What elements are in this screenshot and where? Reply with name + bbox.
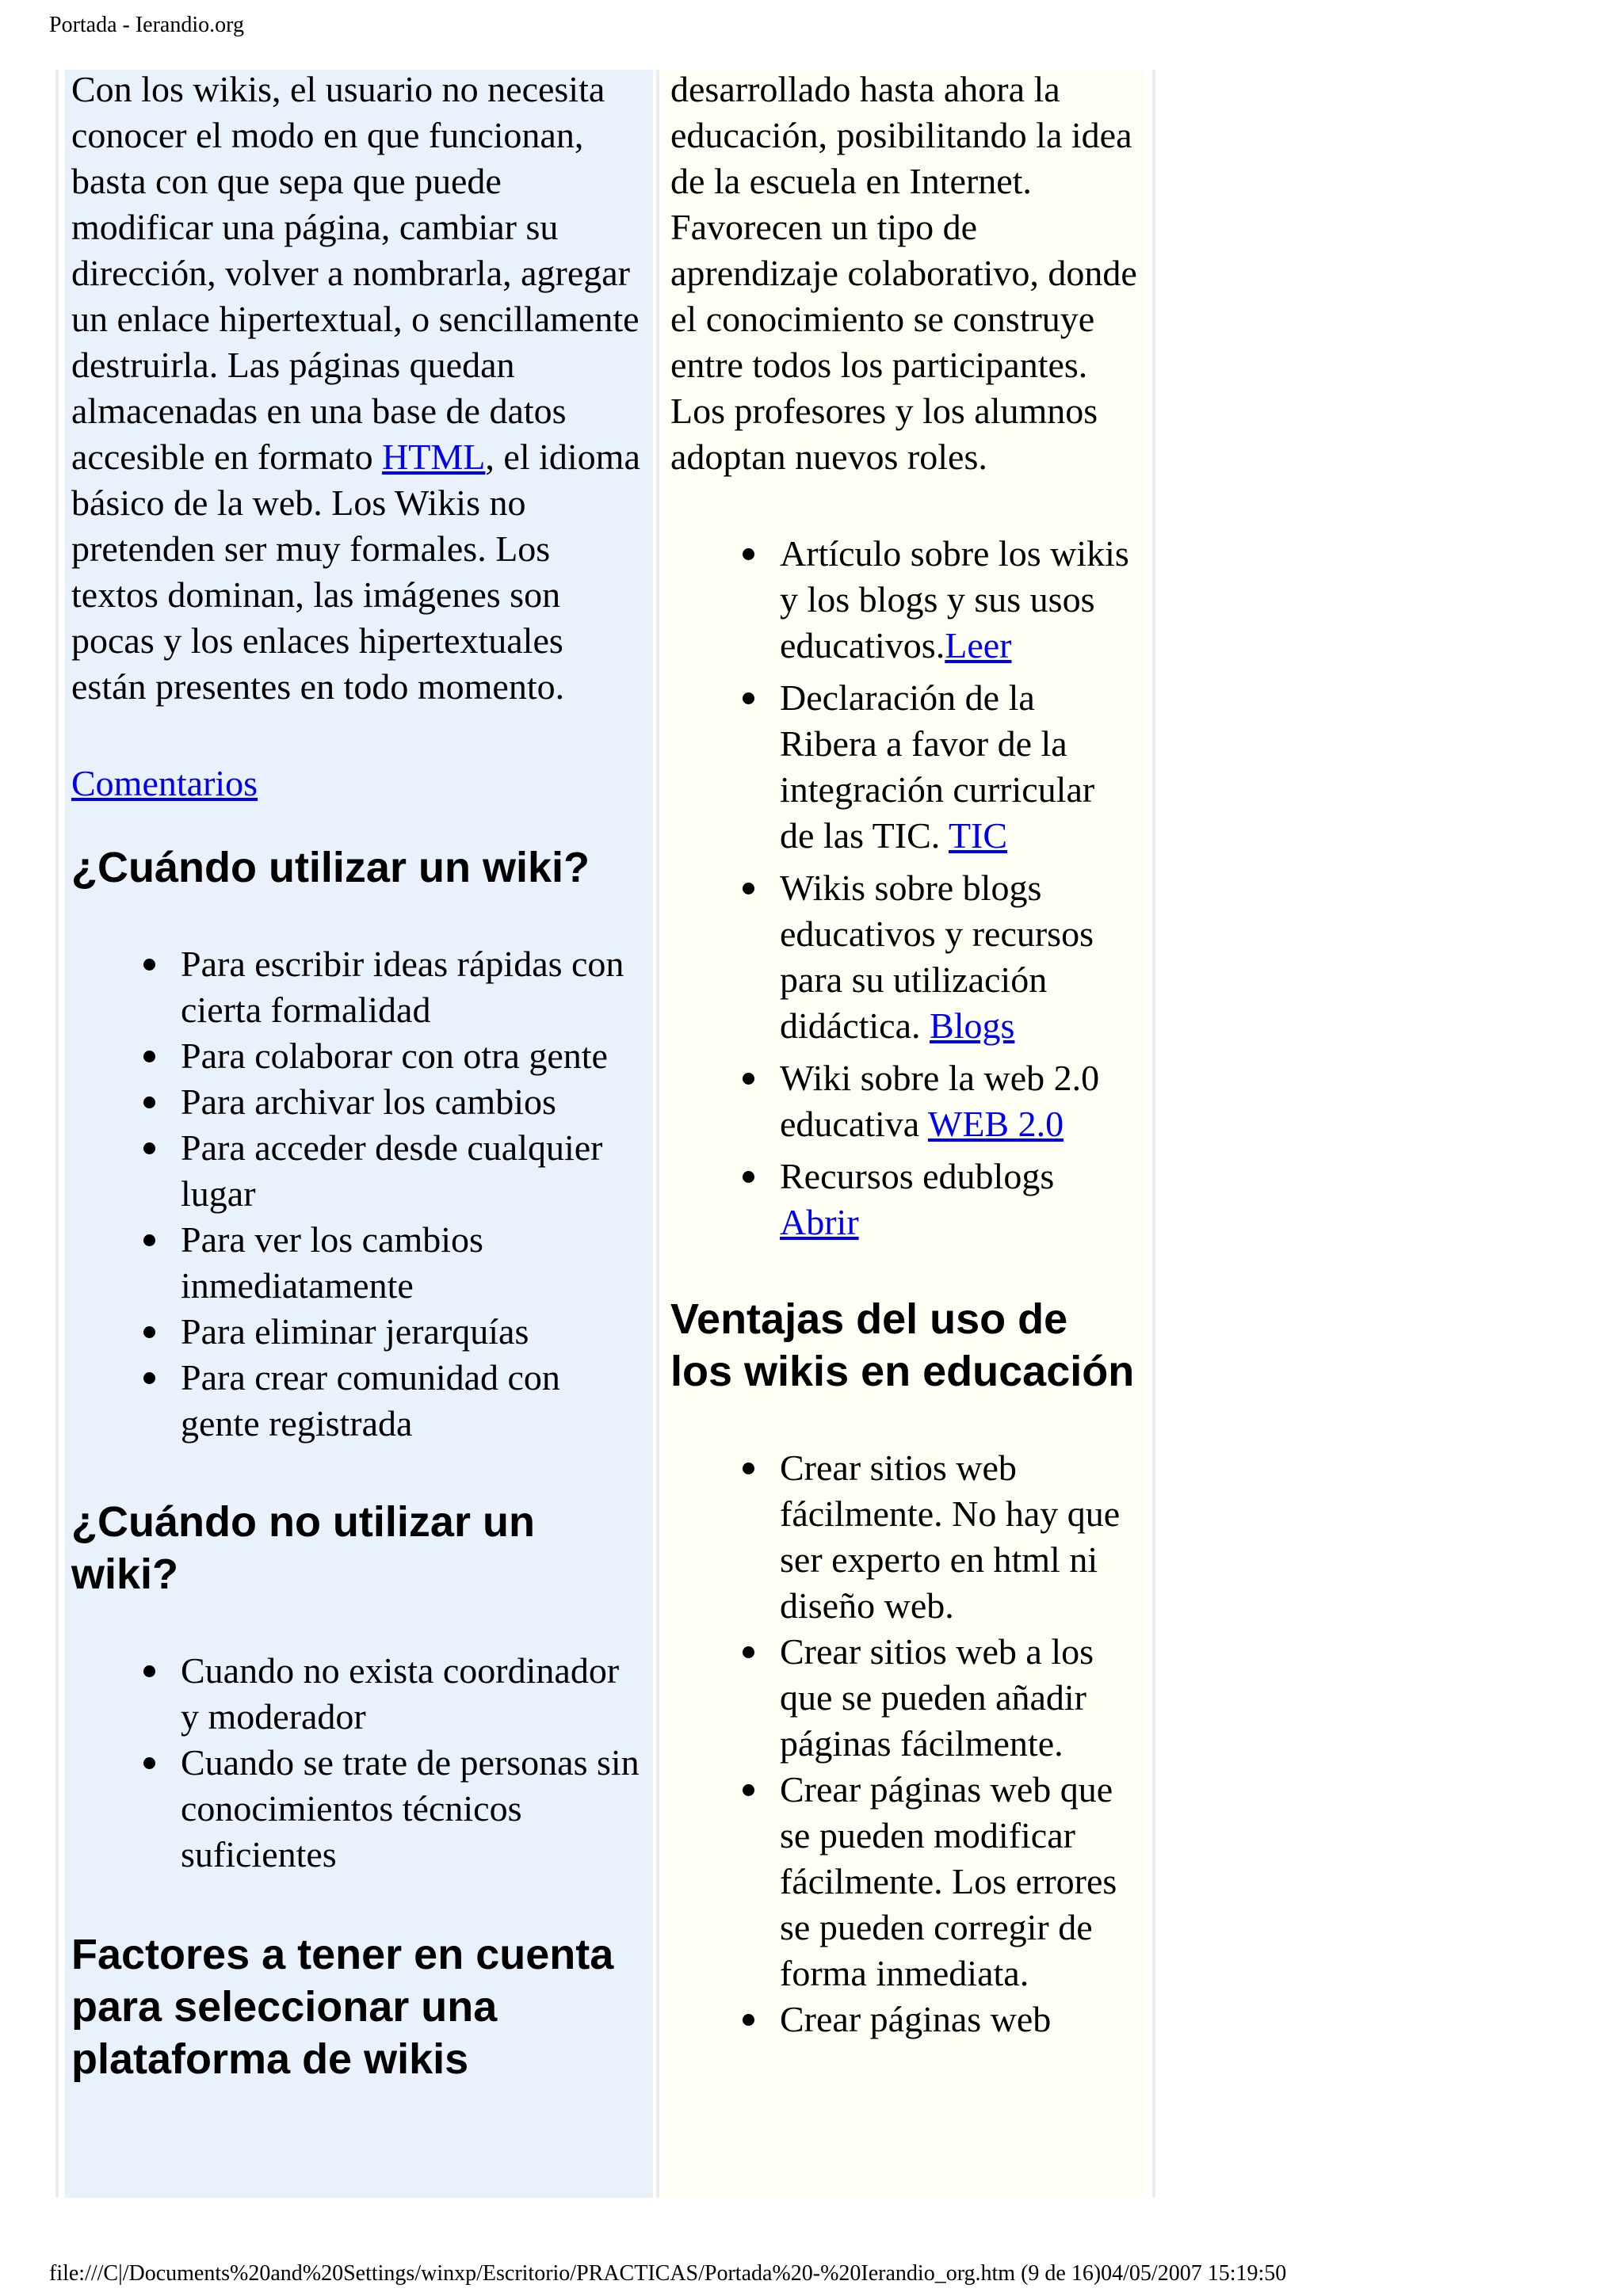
bullet-icon xyxy=(143,1142,155,1154)
wiki-intro-paragraph: Con los wikis, el usuario no necesita conocer el modo en que funcionan, basta con que sepa que puede modificar una página, cambiar su dirección, volver a nombrarla, agregar un enlace hipertextual, o sencillamente destruirla. Las páginas quedan almacenadas en una base de datos accesible en formato HTML, el idioma básico de la web. Los Wikis no pretenden ser muy formales. Los textos dominan, las imágenes son pocas y los enlaces hipertextuales están presentes en todo momento. xyxy=(71,70,640,707)
list-item: Wikis sobre blogs educativos y recursos para su utilización didáctica. Blogs xyxy=(780,865,1138,1049)
column-divider xyxy=(656,70,659,2198)
bullet-icon xyxy=(143,1757,155,1769)
when-not-to-use-heading: ¿Cuándo no utilizar un wiki? xyxy=(71,1498,535,1598)
advantages-heading: Ventajas del uso de los wikis en educación xyxy=(670,1295,1135,1395)
bullet-icon xyxy=(743,883,754,894)
leer-link[interactable]: Leer xyxy=(945,625,1012,666)
when-to-use-list xyxy=(71,941,645,1447)
advantages-list xyxy=(670,1445,1138,2042)
list-item: Para escribir ideas rápidas con cierta formalidad xyxy=(181,941,645,1033)
blogs-link[interactable]: Blogs xyxy=(930,1005,1015,1046)
bullet-icon xyxy=(743,548,754,560)
bullet-icon xyxy=(743,2014,754,2026)
list-item: Para colaborar con otra gente xyxy=(181,1033,645,1079)
abrir-link[interactable]: Abrir xyxy=(780,1202,859,1242)
list-item: Para eliminar jerarquías xyxy=(181,1309,645,1355)
when-to-use-heading: ¿Cuándo utilizar un wiki? xyxy=(71,844,590,891)
list-item: Para acceder desde cualquier lugar xyxy=(181,1125,645,1217)
list-item: Cuando no exista coordinador y moderador xyxy=(181,1648,645,1740)
bullet-icon xyxy=(743,1463,754,1474)
web20-link[interactable]: WEB 2.0 xyxy=(927,1104,1064,1144)
column-divider xyxy=(55,70,59,2198)
browser-print-header: Portada - Ierandio.org xyxy=(49,13,244,37)
bullet-icon xyxy=(143,1051,155,1062)
html-link[interactable]: HTML xyxy=(382,437,486,477)
tic-link[interactable]: TIC xyxy=(948,815,1008,856)
list-item: Declaración de la Ribera a favor de la integración curricular de las TIC. TIC xyxy=(780,675,1138,859)
list-item: Para archivar los cambios xyxy=(181,1079,645,1125)
when-not-to-use-list xyxy=(71,1648,645,1878)
list-item: Artículo sobre los wikis y los blogs y sus usos educativos.Leer xyxy=(780,531,1138,669)
list-item: Crear páginas web que se pueden modificar fácilmente. Los errores se pueden corregir de forma inmediata. xyxy=(780,1767,1138,1997)
bullet-icon xyxy=(743,1646,754,1658)
left-column xyxy=(65,70,653,2198)
bullet-icon xyxy=(743,1784,754,1796)
bullet-icon xyxy=(743,1171,754,1183)
right-column xyxy=(664,70,1144,2198)
bullet-icon xyxy=(743,692,754,704)
bullet-icon xyxy=(143,959,155,971)
list-item: Crear sitios web fácilmente. No hay que ser experto en html ni diseño web. xyxy=(780,1445,1138,1629)
factors-heading: Factores a tener en cuenta para seleccionar una plataforma de wikis xyxy=(71,1931,614,2083)
list-item: Recursos edublogs Abrir xyxy=(780,1154,1138,1245)
list-item: Crear sitios web a los que se pueden añadir páginas fácilmente. xyxy=(780,1629,1138,1767)
resources-list xyxy=(670,531,1138,1245)
comments-paragraph xyxy=(71,761,645,807)
column-divider xyxy=(1152,70,1155,2198)
bullet-icon xyxy=(143,1097,155,1108)
list-item: Wiki sobre la web 2.0 educativa WEB 2.0 xyxy=(780,1055,1138,1147)
bullet-icon xyxy=(143,1372,155,1384)
list-item: Para ver los cambios inmediatamente xyxy=(181,1217,645,1309)
education-intro-paragraph: desarrollado hasta ahora la educación, posibilitando la idea de la escuela en Internet. Favorecen un tipo de aprendizaje colaborativo, donde el conocimiento se construye entre todos los participantes. Los profesores y los alumnos adoptan nuevos roles. xyxy=(670,70,1137,477)
bullet-icon xyxy=(743,1073,754,1085)
bullet-icon xyxy=(143,1326,155,1338)
list-item: Crear páginas web xyxy=(780,1997,1138,2042)
bullet-icon xyxy=(143,1665,155,1677)
browser-print-footer: file:///C|/Documents%20and%20Settings/winxp/Escritorio/PRACTICAS/Portada%20-%20Ierandio_org.htm (9 de 16)04/05/2007 15:19:50 xyxy=(49,2261,1287,2286)
comments-link[interactable]: Comentarios xyxy=(71,763,258,803)
list-item: Cuando se trate de personas sin conocimientos técnicos suficientes xyxy=(181,1740,645,1878)
list-item: Para crear comunidad con gente registrada xyxy=(181,1355,645,1447)
bullet-icon xyxy=(143,1234,155,1246)
